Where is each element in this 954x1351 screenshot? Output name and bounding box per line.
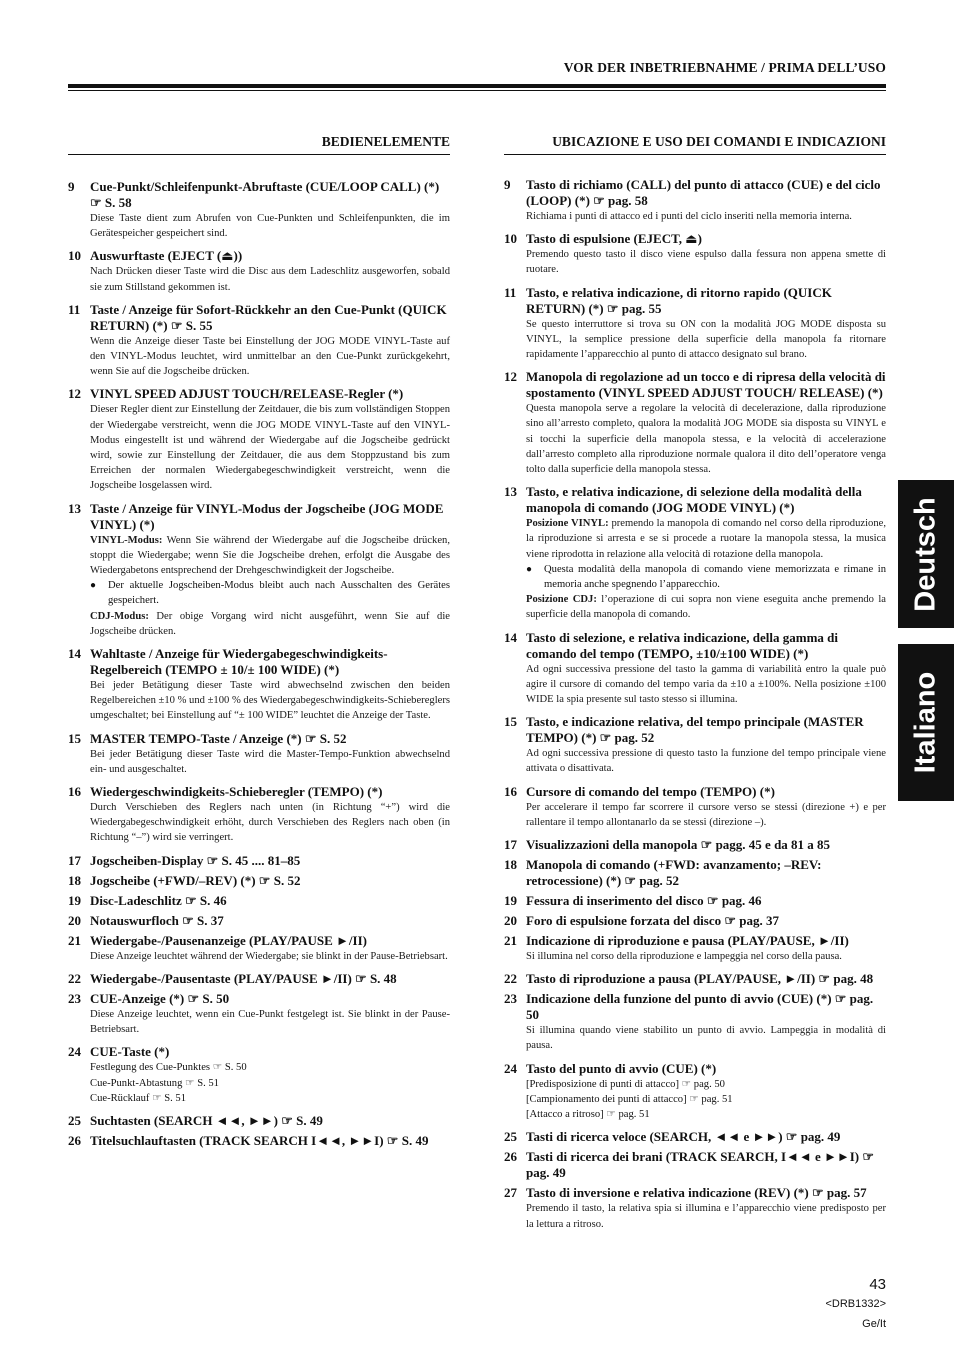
- list-item: [504, 933, 886, 964]
- item-heading: [68, 646, 450, 678]
- item-title: Fessura di inserimento del disco ☞ pag. 46: [526, 893, 762, 909]
- item-title: Cursore di comando del tempo (TEMPO) (*): [526, 783, 775, 799]
- mode-label: CDJ-Modus:: [90, 610, 149, 622]
- list-item: [504, 484, 886, 622]
- list-item: [504, 714, 886, 776]
- item-heading: [504, 991, 886, 1023]
- language-tab-deutsch: [898, 480, 954, 628]
- item-number: 12: [504, 369, 517, 385]
- item-heading: [68, 248, 450, 264]
- item-description: Dieser Regler dient zur Einstellung der Zeitdauer, die bis zum vollständigen Stoppen der Wiedergabe verstreicht, wenn die JOG MODE VINYL-Taste auf den VINYL-Modus eingestellt ist und während der Wiedergabe auf die Jogscheibe gedrückt wird, sowie zur Einstellung der Zeitdauer, die aus dem Stoppzustand bis zum Erreichen der normalen Wiedergabegeschwindigkeit verstreicht, wenn die Jogscheibe losgelassen wird.: [90, 404, 450, 492]
- item-description: Diese Anzeige leuchtet, wenn ein Cue-Punkt festgelegt ist. Sie blinkt in der Pause-Betriebsart.: [90, 1008, 450, 1036]
- item-number: 9: [504, 177, 511, 192]
- list-item: [504, 231, 886, 277]
- item-number: 21: [68, 932, 81, 948]
- language-code: Ge/It: [862, 1318, 886, 1330]
- item-description: Bei jeder Betätigung dieser Taste wird abwechselnd zwischen den beiden Regelbereichen ±10 % und ±100 % des Wiedergabegeschwindigkeits-Schiebereglers umgeschaltet; bei Einstellung auf “± 100 WIDE” leuchtet die Anzeige der Taste.: [90, 680, 450, 722]
- list-item: [68, 501, 450, 639]
- bullet-note: [526, 562, 886, 592]
- mode-label: Posizione CDJ:: [526, 594, 597, 606]
- item-title: Manopola di regolazione ad un tocco e di ripresa della velocità di spostamento (VINYL SPEED ADJUST TOUCH/ RELEASE) (*): [526, 369, 886, 401]
- item-description: Wenn die Anzeige dieser Taste bei Einstellung der JOG MODE VINYL-Taste auf den VINYL-Modus leuchtet, wird unmittelbar an den Cue-Punkt zurückgekehrt, wenn Sie auf die Jogscheibe drücken.: [90, 335, 450, 378]
- item-heading: [504, 630, 886, 662]
- item-heading: [68, 731, 450, 747]
- mode-text: Wenn Sie während der Wiedergabe auf die Jogscheibe drücken, stoppt die Wiedergabe; wenn Sie die Jogscheibe drehen, erfolgt die Ausgabe des Wiedergabetons entsprechend der Drehgeschwindigkeit der Jogscheibe.: [90, 534, 450, 577]
- item-number: 14: [504, 629, 517, 645]
- list-item: [68, 853, 450, 869]
- item-heading: [68, 853, 450, 869]
- item-title: Wiedergeschwindigkeits-Schieberegler (TEMPO) (*): [90, 784, 383, 800]
- item-list-italian: [504, 177, 886, 1232]
- item-number: 23: [504, 991, 517, 1007]
- item-heading: [504, 857, 886, 889]
- item-heading: [68, 302, 450, 334]
- item-title: Titelsuchlauftasten (TRACK SEARCH I◄◄, ►►I) ☞ S. 49: [90, 1132, 429, 1148]
- item-title: Visualizzazioni della manopola ☞ pagg. 45 e da 81 a 85: [526, 837, 831, 853]
- list-item: [504, 177, 886, 224]
- list-item: [504, 971, 886, 987]
- item-description: Si illumina nel corso della riproduzione e lampeggia nel corso della pausa.: [526, 951, 842, 963]
- item-title: MASTER TEMPO-Taste / Anzeige (*) ☞ S. 52: [90, 730, 347, 746]
- item-title: Tasto di riproduzione a pausa (PLAY/PAUSE, ►/II) ☞ pag. 48: [526, 971, 874, 987]
- header-rule-thin: [68, 90, 886, 91]
- item-number: 19: [504, 893, 517, 909]
- bullet-text: Questa modalità della manopola di comando viene memorizzata e rimane in memoria anche spegnendo l’apparecchio.: [544, 563, 886, 591]
- item-heading: [68, 933, 450, 949]
- item-heading: [504, 933, 886, 949]
- list-item: [504, 1061, 886, 1123]
- item-title: Wiedergabe-/Pausentaste (PLAY/PAUSE ►/II) ☞ S. 48: [90, 970, 397, 986]
- reference-line: Festlegung des Cue-Punktes ☞ S. 50: [90, 1062, 247, 1074]
- item-title: Cue-Punkt/Schleifenpunkt-Abruftaste (CUE/LOOP CALL) (*) ☞ S. 58: [90, 179, 440, 210]
- reference-line: Cue-Punkt-Abtastung ☞ S. 51: [90, 1077, 219, 1089]
- item-number: 10: [68, 248, 81, 264]
- item-description: [526, 516, 886, 562]
- list-item: [504, 837, 886, 853]
- item-title: Indicazione della funzione del punto di avvio (CUE) (*) ☞ pag. 50: [526, 991, 874, 1023]
- item-number: 25: [68, 1112, 81, 1128]
- item-heading: [504, 484, 886, 516]
- item-heading: [504, 784, 886, 800]
- item-description: Per accelerare il tempo far scorrere il cursore verso se stessi (direzione +) e per rallentare il tempo allontanarlo da se stessi (direzione –).: [526, 801, 886, 828]
- mode-text: l’operazione di cui sopra non viene eseguita anche premendo la superficie della manopola di comando.: [526, 594, 887, 621]
- item-title: Notauswurfloch ☞ S. 37: [90, 912, 224, 928]
- item-description: Diese Taste dient zum Abrufen von Cue-Punkten und Schleifenpunkten, die im Gerätespeicher gespeichert sind.: [90, 213, 450, 240]
- item-description: Premendo il tasto, la relativa spia si illumina e l’apparecchio viene predisposto per la lettura a ritroso.: [526, 1203, 886, 1230]
- item-title: CUE-Taste (*): [90, 1044, 170, 1060]
- item-description-secondary: [90, 609, 450, 639]
- item-description: Diese Anzeige leuchtet während der Wiedergabe; sie blinkt in der Pause-Betriebsart.: [90, 950, 448, 962]
- header-rule: [68, 84, 886, 88]
- item-number: 24: [504, 1060, 517, 1076]
- reference-line: Cue-Rücklauf ☞ S. 51: [90, 1092, 187, 1104]
- bullet-icon: ●: [90, 580, 97, 592]
- list-item: [504, 630, 886, 708]
- item-heading: [504, 971, 886, 987]
- mode-text: premendo la manopola di comando nel corso della riproduzione, la riproduzione si arresta e se si procede a ruotare la manopola stessa, la musica viene riprodotta in relazione alla velocità di rotazione della manopola.: [526, 518, 886, 560]
- list-item: [68, 991, 450, 1037]
- list-item: [504, 913, 886, 929]
- item-heading: [68, 1044, 450, 1060]
- item-number: 16: [68, 784, 81, 800]
- page-number: 43: [869, 1276, 886, 1293]
- list-item: [68, 913, 450, 929]
- item-title: Auswurftaste (EJECT (⏏)): [90, 248, 243, 264]
- mode-label: Posizione VINYL:: [526, 518, 609, 530]
- item-description: Ad ogni successiva pressione del tasto la gamma di variabilità entro la quale può agire il cursore di comando del tempo varia da ±10 a ±100%. Nella posizione ±100 WIDE la spia presente sul tasto stesso si illumina.: [526, 663, 886, 706]
- item-description: Si illumina quando viene stabilito un punto di avvio. Lampeggia in modalità di pausa.: [526, 1025, 886, 1052]
- item-heading: [68, 991, 450, 1007]
- item-title: Suchtasten (SEARCH ◄◄, ►►) ☞ S. 49: [90, 1112, 323, 1128]
- item-number: 16: [504, 783, 517, 799]
- language-tab-italiano: [898, 644, 954, 801]
- document-code: <DRB1332>: [825, 1298, 886, 1310]
- item-number: 12: [68, 386, 81, 402]
- item-title: Foro di espulsione forzata del disco ☞ pag. 37: [526, 913, 780, 929]
- list-item: [68, 971, 450, 987]
- item-title: Manopola di comando (+FWD: avanzamento; –REV: retrocessione) (*) ☞ pag. 52: [526, 857, 822, 889]
- item-title: Taste / Anzeige für VINYL-Modus der Jogscheibe (JOG MODE VINYL) (*): [90, 500, 444, 532]
- item-number: 21: [504, 933, 517, 949]
- list-item: [68, 933, 450, 964]
- item-heading: [68, 971, 450, 987]
- list-item: [68, 248, 450, 294]
- item-description: Richiama i punti di attacco ed i punti del ciclo inseriti nella memoria interna.: [526, 211, 852, 222]
- item-number: 18: [504, 857, 517, 873]
- page-header-title: VOR DER INBETRIEBNAHME / PRIMA DELL’USO: [563, 60, 886, 75]
- item-number: 17: [68, 852, 81, 868]
- item-title: Taste / Anzeige für Sofort-Rückkehr an den Cue-Punkt (QUICK RETURN) (*) ☞ S. 55: [90, 301, 447, 333]
- item-heading: [68, 1113, 450, 1129]
- list-item: [68, 302, 450, 380]
- item-description-secondary: [526, 592, 886, 622]
- list-item: [68, 179, 450, 241]
- item-heading: [504, 893, 886, 909]
- item-number: 25: [504, 1129, 517, 1145]
- item-heading: [504, 1061, 886, 1077]
- item-list-german: [68, 179, 450, 1149]
- list-item: [68, 1133, 450, 1149]
- item-description: Bei jeder Betätigung dieser Taste wird die Master-Tempo-Funktion abwechselnd ein- und ausgeschaltet.: [90, 748, 450, 775]
- list-item: [68, 873, 450, 889]
- column-italian: [504, 134, 886, 1239]
- list-item: [504, 1185, 886, 1231]
- item-number: 18: [68, 872, 81, 888]
- item-title: Tasto del punto di avvio (CUE) (*): [526, 1060, 717, 1076]
- item-number: 19: [68, 892, 81, 908]
- list-item: [68, 893, 450, 909]
- tab-label-deutsch: Deutsch: [909, 496, 942, 612]
- item-description: Nach Drücken dieser Taste wird die Disc aus dem Ladeschlitz ausgeworfen, sobald sie zum Stillstand gekommen ist.: [90, 266, 450, 293]
- bullet-icon: ●: [526, 563, 533, 575]
- item-number: 22: [504, 971, 517, 987]
- reference-line: [Predisposizione di punti di attacco] ☞ pag. 50: [526, 1078, 725, 1090]
- section-title-italian: UBICAZIONE E USO DEI COMANDI E INDICAZIONI: [504, 134, 886, 155]
- item-title: Jogscheiben-Display ☞ S. 45 .... 81–85: [90, 852, 301, 868]
- item-number: 26: [504, 1149, 517, 1165]
- item-number: 11: [504, 284, 517, 300]
- item-heading: [68, 873, 450, 889]
- item-title: Tasto di selezione, e relativa indicazione, della gamma di comando del tempo (TEMPO, ±10/±100 WIDE) (*): [526, 629, 838, 661]
- item-title: Tasto di inversione e relativa indicazione (REV) (*) ☞ pag. 57: [526, 1185, 867, 1201]
- item-title: VINYL SPEED ADJUST TOUCH/RELEASE-Regler (*): [90, 386, 404, 402]
- item-title: Tasto, e indicazione relativa, del tempo principale (MASTER TEMPO) (*) ☞ pag. 52: [526, 714, 864, 746]
- item-number: 26: [68, 1132, 81, 1148]
- item-title: Tasto di richiamo (CALL) del punto di attacco (CUE) e del ciclo (LOOP) (*) ☞ pag. 58: [526, 177, 881, 208]
- item-number: 10: [504, 231, 517, 247]
- item-heading: [68, 179, 450, 211]
- list-item: [504, 857, 886, 889]
- bullet-text: Der aktuelle Jogscheiben-Modus bleibt auch nach Ausschalten des Gerätes gespeichert.: [108, 580, 450, 607]
- item-title: Indicazione di riproduzione e pausa (PLAY/PAUSE, ►/II): [526, 933, 849, 949]
- item-title: Jogscheibe (+FWD/–REV) (*) ☞ S. 52: [90, 872, 301, 888]
- section-title-german: BEDIENELEMENTE: [68, 134, 450, 155]
- list-item: [504, 285, 886, 363]
- item-number: 13: [504, 484, 517, 500]
- item-heading: [504, 231, 886, 247]
- item-heading: [68, 501, 450, 533]
- list-item: [68, 646, 450, 724]
- item-heading: [68, 386, 450, 402]
- item-number: 11: [68, 301, 81, 317]
- item-heading: [504, 714, 886, 746]
- item-description: Durch Verschieben des Reglers nach unten (in Richtung “+”) wird die Wiedergabegeschwindigkeit erhöht, durch Verschieben des Reglers nach oben (in Richtung “–”) wird sie verringert.: [90, 802, 450, 844]
- list-item: [68, 784, 450, 846]
- item-heading: [504, 913, 886, 929]
- item-title: Wiedergabe-/Pausenanzeige (PLAY/PAUSE ►/II): [90, 932, 367, 948]
- item-number: 20: [504, 913, 517, 929]
- column-german: [68, 134, 450, 1153]
- list-item: [504, 784, 886, 830]
- item-title: CUE-Anzeige (*) ☞ S. 50: [90, 990, 230, 1006]
- item-number: 14: [68, 646, 81, 662]
- tab-label-italiano: Italiano: [909, 671, 942, 774]
- list-item: [68, 386, 450, 493]
- item-heading: [68, 1133, 450, 1149]
- list-item: [504, 1129, 886, 1145]
- item-heading: [68, 913, 450, 929]
- item-heading: [504, 1185, 886, 1201]
- bullet-note: [90, 578, 450, 608]
- reference-line: [Attacco a ritroso] ☞ pag. 51: [526, 1109, 650, 1121]
- list-item: [68, 1113, 450, 1129]
- item-heading: [68, 893, 450, 909]
- item-description: Premendo questo tasto il disco viene espulso dalla fessura non appena smette di ruotare.: [526, 249, 886, 276]
- list-item: [68, 1044, 450, 1106]
- item-heading: [504, 837, 886, 853]
- item-number: 27: [504, 1185, 517, 1201]
- item-number: 22: [68, 970, 81, 986]
- item-description: [90, 533, 450, 579]
- item-description: Ad ogni successiva pressione di questo tasto la funzione del tempo principale viene attivata o disattivata.: [526, 748, 886, 775]
- list-item: [504, 991, 886, 1053]
- item-number: 23: [68, 990, 81, 1006]
- item-heading: [504, 1149, 886, 1181]
- mode-text: Der obige Vorgang wird nicht ausgeführt, wenn Sie auf die Jogscheibe drücken.: [90, 610, 450, 637]
- item-description: Se questo interruttore si trova su ON con la modalità JOG MODE disposta su VINYL, la semplice pressione della superficie della manopola fa ritornare rapidamente l’apparecchio al punto di attacco designato sul brano.: [526, 318, 886, 361]
- item-title: Tasto, e relativa indicazione, di ritorno rapido (QUICK RETURN) (*) ☞ pag. 55: [526, 284, 832, 316]
- list-item: [504, 1149, 886, 1181]
- item-heading: [68, 784, 450, 800]
- reference-line: [Campionamento dei punti di attacco] ☞ pag. 51: [526, 1093, 733, 1105]
- mode-label: VINYL-Modus:: [90, 534, 163, 546]
- item-title: Disc-Ladeschlitz ☞ S. 46: [90, 892, 227, 908]
- item-number: 24: [68, 1044, 81, 1060]
- list-item: [504, 893, 886, 909]
- item-heading: [504, 285, 886, 317]
- item-number: 15: [68, 730, 81, 746]
- item-number: 9: [68, 179, 75, 194]
- item-number: 13: [68, 500, 81, 516]
- item-title: Tasto, e relativa indicazione, di selezione della modalità della manopola di comando (JOG MODE VINYL) (*): [526, 484, 862, 516]
- item-title: Tasti di ricerca veloce (SEARCH, ◄◄ e ►►) ☞ pag. 49: [526, 1129, 841, 1145]
- item-title: Tasto di espulsione (EJECT, ⏏): [526, 231, 702, 247]
- item-heading: [504, 369, 886, 401]
- item-number: 17: [504, 837, 517, 853]
- list-item: [68, 731, 450, 777]
- item-title: Wahltaste / Anzeige für Wiedergabegeschwindigkeits-Regelbereich (TEMPO ± 10/± 100 WIDE) (*): [90, 646, 388, 678]
- list-item: [504, 369, 886, 477]
- item-heading: [504, 177, 886, 209]
- item-number: 15: [504, 714, 517, 730]
- item-heading: [504, 1129, 886, 1145]
- item-description: Questa manopola serve a regolare la velocità di decelerazione, dalla riproduzione sino all’arresto completo, qualora la modalità JOG MODE sia disposta su VINYL e si tocchi la superficie della manopola stessa, e la velocità di accelerazione dall’arresto completo alla riproduzione normale qualora il dito dell’operatore venga tolto dalla superficie della manopola stessa.: [526, 403, 886, 476]
- item-number: 20: [68, 912, 81, 928]
- item-title: Tasti di ricerca dei brani (TRACK SEARCH, I◄◄ e ►►I) ☞ pag. 49: [526, 1149, 875, 1181]
